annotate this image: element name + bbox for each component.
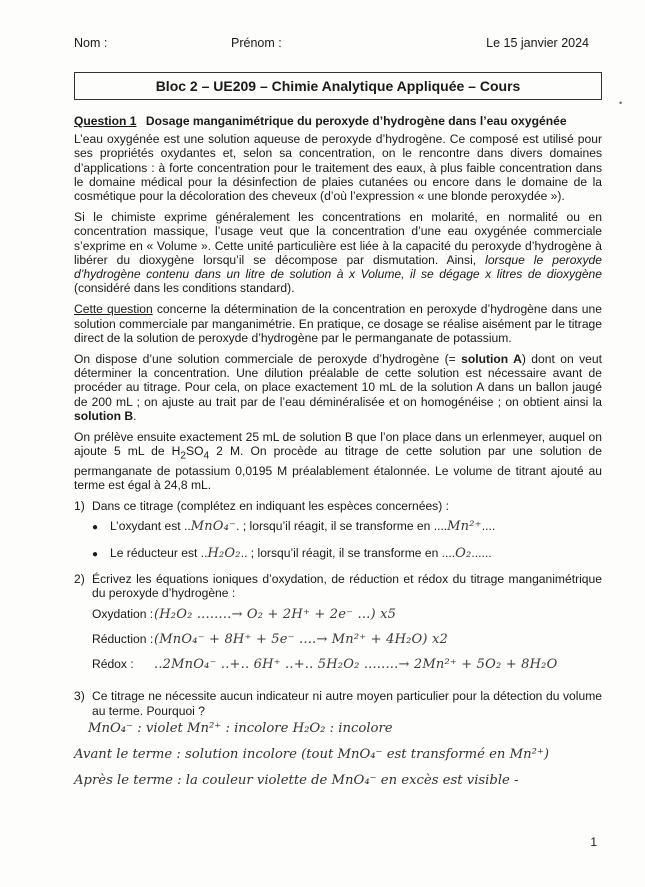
- question-number: Question 1: [74, 114, 137, 128]
- answer-line-3[interactable]: Après le terme : la couleur violette de MnO₄⁻ en excès est visible -: [74, 772, 519, 788]
- p5-text-b: 2 M. On procède au titrage de cette solution par une solution de permanganate de potassium 0,0195 M préalablement étalonnée. Le volume de titrant ajouté au terme est égal à 24,8 mL.: [74, 444, 603, 493]
- prenom-label: Prénom :: [231, 36, 282, 50]
- redox-row: [92, 657, 602, 675]
- reducer-dots: ......: [471, 545, 492, 560]
- reduction-row: [92, 632, 602, 650]
- question-heading: [74, 114, 602, 128]
- paragraph-intro: L’eau oxygénée est une solution aqueuse de peroxyde d’hydrogène. Ce composé est utilisé pour ses propriétés oxydantes et, selon sa concentration, on le rencontre dans divers domaines d’applications : à forte concentration pour le traitement des eaux, à plus faible concentration dans le domaine médical pour la désinfection de plaies cutanées ou encore dans le domaine de la cosmétique pour la décoloration des cheveux (d’où l’expression « une blonde peroxydée »).: [74, 132, 602, 204]
- question-content: [74, 114, 602, 796]
- oxidant-product-answer[interactable]: Mn²⁺: [447, 519, 482, 535]
- solution-a-label: solution A: [461, 352, 522, 367]
- p3-text: concerne la détermination de la concentration en peroxyde d’hydrogène dans une solution commerciale par manganimétrie. En pratique, ce dosage se réalise aisément par le titrage direct de la solution de peroxyde d’hydrogène par le permanganate de potassium.: [74, 302, 602, 345]
- p4-text-b: ) dont on veut déterminer la concentration. Une dilution préalable de cette solution est nécessaire avant de procéder au titrage. Pour cela, on place exactement 10 mL de la solution A dans un ballon jaugé de 200 mL ; on ajuste au trait par de l’eau déminéralisée et on homogénéise ; on obtient ainsi la: [74, 352, 602, 409]
- question-title: Dosage manganimétrique du peroxyde d’hydrogène dans l’eau oxygénée: [145, 114, 567, 128]
- subquestion-3: [74, 689, 602, 717]
- reducer-bullet: [92, 546, 602, 562]
- subquestion-2: [74, 572, 602, 600]
- oxidation-label: Oxydation :: [92, 607, 154, 622]
- subquestion-3-text: Ce titrage ne nécessite aucun indicateur ni autre moyen particulier pour la détection du volume au terme. Pourquoi ?: [92, 689, 602, 718]
- course-title-box: [74, 72, 602, 100]
- oxidation-row: [92, 607, 602, 625]
- subquestion-2-number: 2): [74, 571, 85, 586]
- subquestion-2-text: Écrivez les équations ioniques d’oxydation, de réduction et rédox du titrage manganimétrique du peroxyde d’hydrogène :: [92, 571, 602, 601]
- p2-italic-text: lorsque le peroxyde d’hydrogène contenu dans un litre de solution à x Volume, il se dégage x litres de dioxygène: [74, 252, 602, 282]
- answer-line-2[interactable]: Avant le terme : solution incolore (tout MnO₄⁻ est transformé en Mn²⁺): [74, 746, 550, 762]
- reduction-label: Réduction :: [92, 632, 154, 647]
- oxidant-prompt: L’oxydant est ..: [110, 519, 191, 534]
- answer-line-1[interactable]: MnO₄⁻ : violet Mn²⁺ : incolore H₂O₂ : incolore: [88, 720, 393, 736]
- subquestion-1-number: 1): [74, 499, 85, 514]
- oxidation-answer[interactable]: (H₂O₂ ........→ O₂ + 2H⁺ + 2e⁻ ...) x5: [154, 607, 397, 623]
- p5-sub-2: 4: [203, 450, 210, 462]
- p5-sub-1: 2: [180, 450, 187, 462]
- redox-answer[interactable]: ..2MnO₄⁻ ..+.. 6H⁺ ..+.. 5H₂O₂ ........→ 2Mn²⁺ + 5O₂ + 8H₂O: [154, 657, 558, 673]
- oxidant-bullet: [92, 519, 602, 535]
- paragraph-volume-unit: [74, 210, 602, 295]
- p2-text: Si le chimiste exprime généralement les concentrations en molarité, en normalité ou en concentration massique, l’usage veut que la concentration d’une eau oxygénée commerciale s’exprime en « Volume ». Cette unité particulière est liée à la capacité du peroxyde d’hydrogène à libérer du dioxygène lorsqu’il se décompose par dismutation. Ainsi,: [74, 210, 602, 267]
- nom-label: Nom :: [74, 36, 108, 50]
- subquestion-1: [74, 499, 602, 513]
- subquestion-1-text: Dans ce titrage (complétez en indiquant les espèces concernées) :: [92, 499, 449, 514]
- course-title: Bloc 2 – UE209 – Chimie Analytique Appliquée – Cours: [155, 78, 521, 94]
- date-label: Le 15 janvier 2024: [486, 36, 589, 50]
- oxidant-answer[interactable]: MnO₄⁻: [190, 519, 237, 535]
- p2-end-text: (considéré dans les conditions standard).: [74, 281, 295, 296]
- reducer-prompt: Le réducteur est ..: [110, 545, 208, 560]
- reducer-transform-prompt: .. ; lorsqu’il réagit, il se transforme en ....: [240, 545, 456, 560]
- page-number: 1: [590, 835, 597, 849]
- solution-b-label: solution B: [74, 408, 134, 423]
- paragraph-dilution: [74, 352, 602, 423]
- reducer-product-answer[interactable]: O₂: [455, 545, 472, 561]
- margin-mark: •: [619, 98, 623, 108]
- paragraph-titration: [74, 430, 602, 492]
- bullet-icon: ●: [92, 548, 99, 560]
- bullet-icon: ●: [92, 522, 99, 534]
- redox-label: Rédox :: [92, 657, 134, 672]
- p5-text-mid: SO: [186, 444, 204, 459]
- reduction-answer[interactable]: (MnO₄⁻ + 8H⁺ + 5e⁻ ....→ Mn²⁺ + 4H₂O) x2: [154, 632, 448, 648]
- oxidant-transform-prompt: . ; lorsqu’il réagit, il se transforme en ....: [236, 519, 448, 534]
- reducer-answer[interactable]: H₂O₂: [207, 545, 241, 561]
- p4-text-a: On dispose d’une solution commerciale de peroxyde d’hydrogène (=: [74, 352, 456, 367]
- subquestion-3-number: 3): [74, 689, 85, 704]
- oxidant-dots: ....: [481, 519, 496, 534]
- p5-text-a: On prélève ensuite exactement 25 mL de solution B que l’on place dans un erlenmeyer, auquel on ajoute 5 mL de H: [74, 430, 602, 459]
- p4-text-c: .: [133, 408, 137, 423]
- paragraph-scope: [74, 302, 602, 345]
- p3-underlined: Cette question: [74, 302, 153, 317]
